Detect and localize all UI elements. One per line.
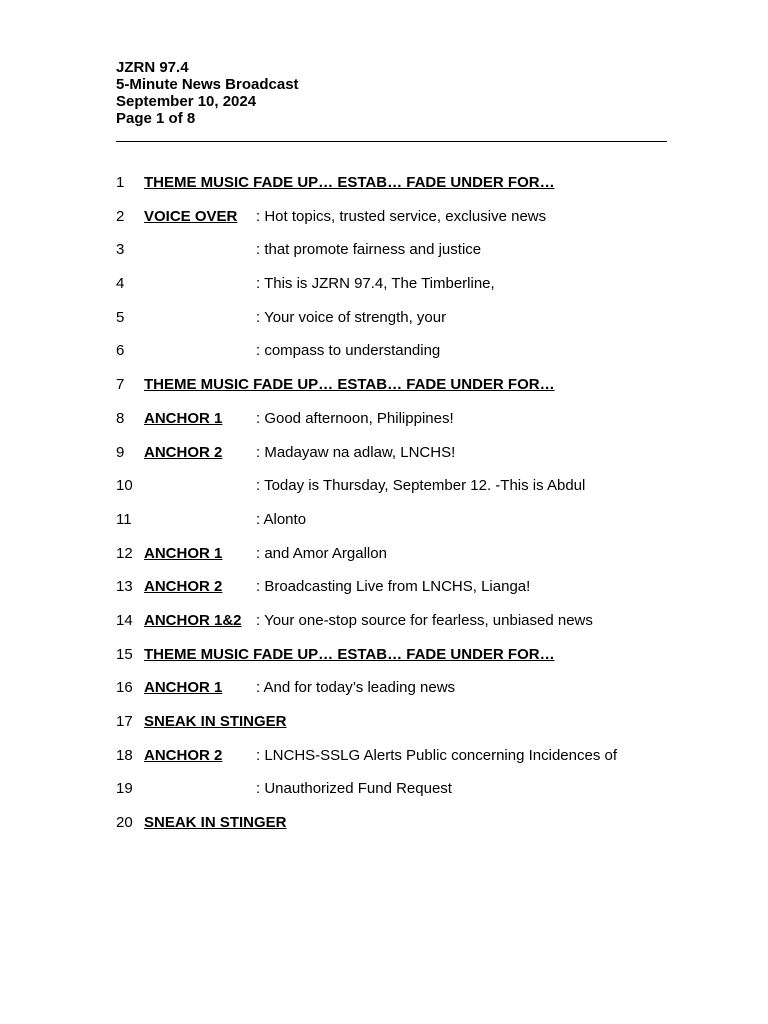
script-line	[0, 373, 768, 407]
script-line	[0, 744, 768, 778]
line-number: 10	[116, 477, 133, 495]
dialogue-text: : that promote fairness and justice	[256, 241, 482, 259]
speaker-label: ANCHOR 2	[144, 746, 223, 764]
dialogue-text: : Alonto	[256, 510, 307, 528]
header-divider	[116, 141, 667, 142]
dialogue-text: : Today is Thursday, September 12. -This is Abdul	[256, 477, 586, 495]
script-line	[0, 508, 768, 542]
page-number: Page 1 of 8	[116, 110, 196, 127]
dialogue-text: : And for today’s leading news	[256, 679, 456, 697]
script-line	[0, 811, 768, 845]
speaker-label: ANCHOR 1	[144, 679, 223, 697]
dialogue-text: : Madayaw na adlaw, LNCHS!	[256, 443, 456, 461]
program-title: 5-Minute News Broadcast	[116, 76, 299, 93]
script-line	[0, 306, 768, 340]
script-lines	[0, 171, 768, 845]
script-line	[0, 407, 768, 441]
line-number: 6	[116, 342, 125, 360]
line-number: 12	[116, 544, 133, 562]
script-line	[0, 474, 768, 508]
line-number: 11	[116, 510, 132, 528]
speaker-label: ANCHOR 1&2	[144, 611, 242, 629]
dialogue-text: : LNCHS-SSLG Alerts Public concerning Incidences of	[256, 746, 618, 764]
dialogue-text: : Hot topics, trusted service, exclusive news	[256, 207, 547, 225]
dialogue-text: : Your voice of strength, your	[256, 308, 447, 326]
line-number: 16	[116, 679, 133, 697]
document-header	[116, 59, 676, 127]
dialogue-text: : Unauthorized Fund Request	[256, 780, 452, 798]
script-line	[0, 542, 768, 576]
production-cue: SNEAK IN STINGER	[144, 814, 287, 832]
speaker-label: ANCHOR 2	[144, 443, 223, 461]
script-line	[0, 710, 768, 744]
script-line	[0, 676, 768, 710]
line-number: 4	[116, 275, 125, 293]
production-cue: THEME MUSIC FADE UP… ESTAB… FADE UNDER FOR…	[144, 645, 555, 663]
speaker-label: ANCHOR 1	[144, 544, 223, 562]
script-line	[0, 339, 768, 373]
production-cue: SNEAK IN STINGER	[144, 713, 287, 730]
script-line	[0, 575, 768, 609]
dialogue-text: : Good afternoon, Philippines!	[256, 409, 454, 427]
dialogue-text: : Your one-stop source for fearless, unbiased news	[256, 611, 593, 629]
line-number: 1	[116, 174, 125, 191]
script-line	[0, 609, 768, 643]
line-number: 20	[116, 814, 133, 832]
line-number: 19	[116, 780, 133, 798]
line-number: 2	[116, 207, 125, 225]
dialogue-text: : and Amor Argallon	[256, 544, 387, 562]
speaker-label: ANCHOR 1	[144, 409, 223, 427]
line-number: 8	[116, 409, 125, 427]
script-line	[0, 777, 768, 811]
speaker-label: ANCHOR 2	[144, 578, 223, 596]
line-number: 7	[116, 376, 125, 394]
line-number: 3	[116, 241, 125, 259]
script-line	[0, 272, 768, 306]
dialogue-text: : This is JZRN 97.4, The Timberline,	[256, 275, 495, 293]
production-cue: THEME MUSIC FADE UP… ESTAB… FADE UNDER FOR…	[144, 174, 555, 191]
dialogue-text: : Broadcasting Live from LNCHS, Lianga!	[256, 578, 531, 596]
broadcast-date: September 10, 2024	[116, 93, 257, 110]
script-line	[0, 171, 768, 205]
script-line	[0, 205, 768, 239]
line-number: 9	[116, 443, 125, 461]
production-cue: THEME MUSIC FADE UP… ESTAB… FADE UNDER FOR…	[144, 376, 555, 394]
line-number: 13	[116, 578, 133, 596]
station-name: JZRN 97.4	[116, 59, 189, 76]
script-line	[0, 238, 768, 272]
line-number: 14	[116, 611, 133, 629]
dialogue-text: : compass to understanding	[256, 342, 441, 360]
speaker-label: VOICE OVER	[144, 207, 238, 225]
script-line	[0, 441, 768, 475]
line-number: 18	[116, 746, 133, 764]
line-number: 5	[116, 308, 125, 326]
line-number: 15	[116, 645, 133, 663]
script-line	[0, 643, 768, 677]
line-number: 17	[116, 713, 133, 730]
